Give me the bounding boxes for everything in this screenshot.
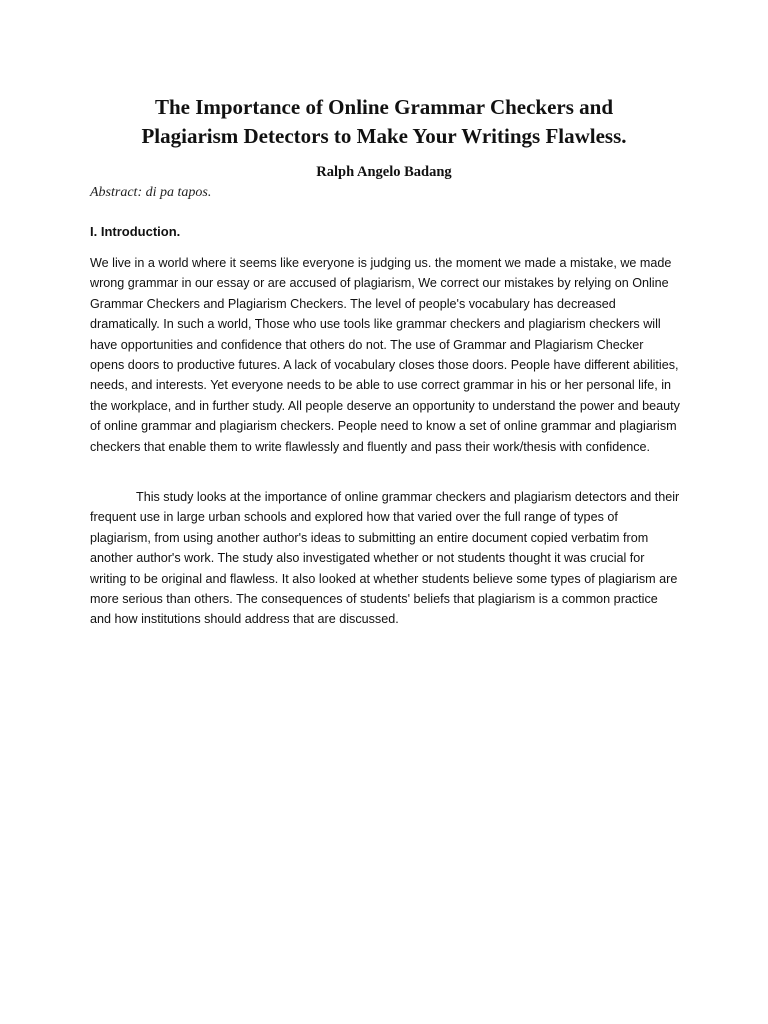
title-line-1: The Importance of Online Grammar Checkers and: [154, 95, 614, 119]
title-line-2: Plagiarism Detectors to Make Your Writings Flawless.: [141, 124, 627, 148]
document-title: [60, 93, 708, 151]
section-heading-introduction: I. Introduction.: [90, 224, 181, 239]
introduction-paragraph-1: We live in a world where it seems like everyone is judging us. the moment we made a mistake, we made wrong grammar in our essay or are accused of plagiarism, We correct our mistakes by relying on Online Grammar Checkers and Plagiarism Checkers. The level of people's vocabulary has decreased dramatically. In such a world, Those who use tools like grammar checkers and plagiarism checkers will have opportunities and confidence that others do not. The use of Grammar and Plagiarism Checker opens doors to productive futures. A lack of vocabulary closes those doors. People have different abilities, needs, and interests. Yet everyone needs to be able to use correct grammar in his or her personal life, in the workplace, and in further study. All people deserve an opportunity to understand the power and beauty of online grammar and plagiarism checkers. People need to know a set of online grammar and plagiarism checkers that enable them to write flawlessly and fluently and pass their work/thesis with confidence.: [90, 256, 680, 454]
abstract-text: Abstract: di pa tapos.: [90, 185, 212, 200]
author-name: Ralph Angelo Badang: [316, 164, 452, 180]
introduction-paragraph-2: This study looks at the importance of online grammar checkers and plagiarism detectors and their frequent use in large urban schools and explored how that varied over the full range of types of plagiarism, from using another author's ideas to submitting an entire document copied verbatim from another author's work. The study also investigated whether or not students thought it was crucial for writing to be original and flawless. It also looked at whether students believe some types of plagiarism are more serious than others. The consequences of students' beliefs that plagiarism is a common practice and how institutions should address that are discussed.: [90, 490, 680, 627]
